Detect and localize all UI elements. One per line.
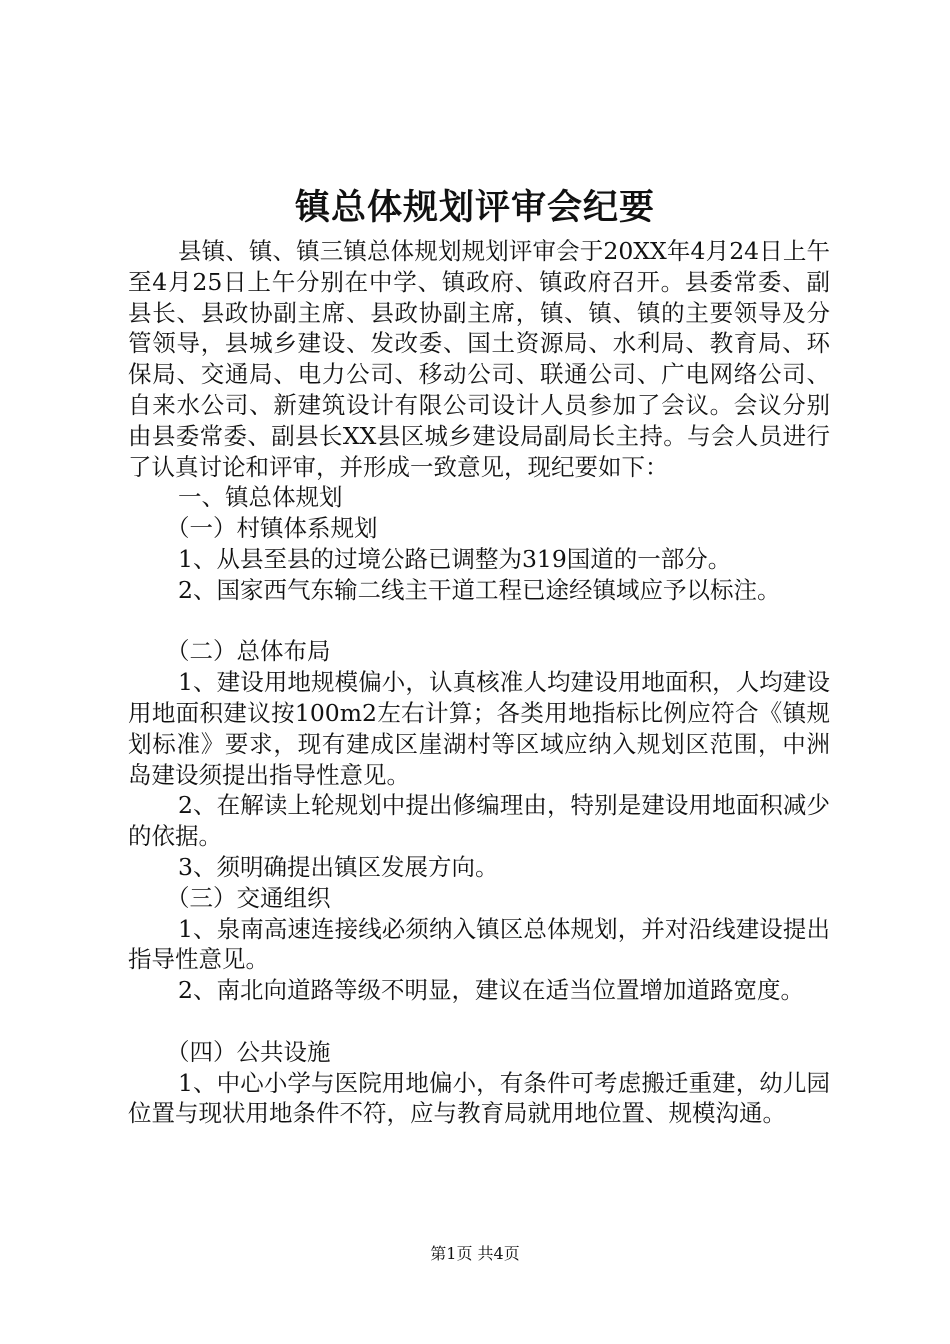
blank-line <box>128 606 830 637</box>
subsection-heading: （二）总体布局 <box>166 637 331 666</box>
list-item: 1、泉南高速连接线必须纳入镇区总体规划，并对沿线建设提出指导性意见。 <box>128 914 830 974</box>
list-item: 1、从县至县的过境公路已调整为319国道的一部分。 <box>178 544 732 573</box>
list-item: 2、国家西气东输二线主干道工程已途经镇域应予以标注。 <box>178 575 781 604</box>
document-title: 镇总体规划评审会纪要 <box>294 188 655 228</box>
list-item: 2、南北向道路等级不明显，建议在适当位置增加道路宽度。 <box>178 976 804 1005</box>
blank-line <box>128 1006 830 1037</box>
subsection-heading: （四）公共设施 <box>166 1037 331 1066</box>
section-heading: 一、镇总体规划 <box>178 483 343 512</box>
list-item: 1、建设用地规模偏小，认真核准人均建设用地面积，人均建设用地面积建议按100m2左右计算；各类用地指标比例应符合《镇规划标准》要求，现有建成区崖湖村等区域应纳入规划区范围，中洲岛建设须提出指导性意见。 <box>128 668 830 789</box>
subsection-heading: （三）交通组织 <box>166 883 331 912</box>
page-footer: 第1页 共4页 <box>430 1244 520 1263</box>
intro-paragraph: 县镇、镇、镇三镇总体规划规划评审会于20XX年4月24日上午至4月25日上午分别在中学、镇政府、镇政府召开。县委常委、副县长、县政协副主席、县政协副主席，镇、镇、镇的主要领导及分管领导，县城乡建设、发改委、国土资源局、水利局、教育局、环保局、交通局、电力公司、移动公司、联通公司、广电网络公司、自来水公司、新建筑设计有限公司设计人员参加了会议。会议分别由县委常委、副县长XX县区城乡建设局副局长主持。与会人员进行了认真讨论和评审，并形成一致意见，现纪要如下： <box>128 237 830 481</box>
list-item: 2、在解读上轮规划中提出修编理由，特别是建设用地面积减少的依据。 <box>128 791 830 851</box>
document-body <box>128 236 830 1129</box>
list-item: 1、中心小学与医院用地偏小，有条件可考虑搬迁重建，幼儿园位置与现状用地条件不符，应与教育局就用地位置、规模沟通。 <box>128 1068 830 1128</box>
list-item: 3、须明确提出镇区发展方向。 <box>178 852 499 881</box>
subsection-heading: （一）村镇体系规划 <box>166 514 378 543</box>
